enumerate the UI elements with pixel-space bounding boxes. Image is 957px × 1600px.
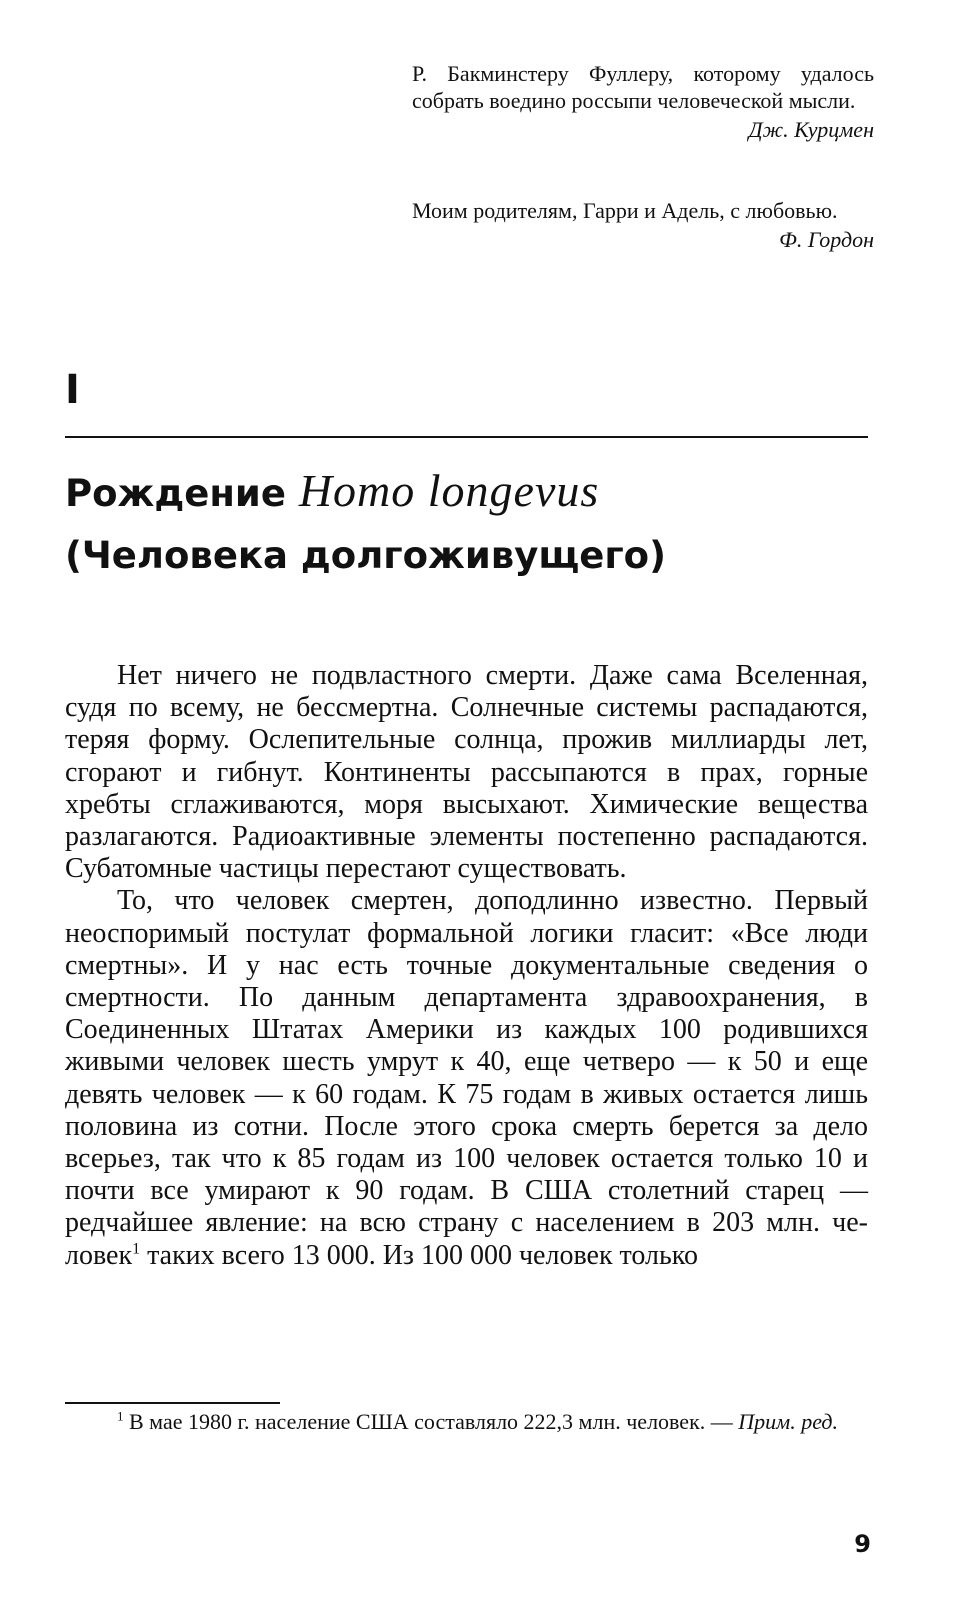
footnote-reference[interactable]: 1 xyxy=(132,1240,141,1258)
footnote-editor-note: Прим. ред. xyxy=(738,1409,839,1434)
paragraph: Нет ничего не подвластного смерти. Даже сама Вселенная, судя по всему, не бессмертна. Солнечные системы распадаются, теряя форму. Ослепительные солнца, прожив миллиарды лет, сгорают и гибнут. Континенты рассыпаются в прах, горные хребты сглаживаются, моря высыхают. Химические вещества разлагаются. Радиоактивные элементы постепенно распадаются. Субатомные частицы перестают существовать. xyxy=(65,660,868,885)
paragraph-text: таких всего 13 000. Из 100 000 человек только xyxy=(140,1239,698,1271)
dedication-signature: Дж. Курцмен xyxy=(748,117,874,142)
footnote-text: В мае 1980 г. население США составляло 222,3 млн. человек. — xyxy=(123,1409,739,1434)
dedication-signature: Ф. Гордон xyxy=(779,227,874,252)
page-number: 9 xyxy=(854,1530,871,1558)
footnote xyxy=(65,1408,868,1435)
chapter-title-latin: Homo longevus xyxy=(298,465,600,516)
footnote-mark: 1 xyxy=(117,1408,124,1424)
dedication-fuller xyxy=(412,60,874,143)
paragraph xyxy=(65,885,868,1271)
dedication-parents xyxy=(412,197,874,253)
footnote-divider xyxy=(65,1402,280,1404)
chapter-title-prefix: Рождение xyxy=(65,472,286,515)
paragraph-text: То, что человек смертен, доподлинно известно. Первый неоспоримый постулат формальной логики гласит: «Все люди смертны». И у нас есть точные документальные сведения о смертности. По данным департамента здравоохранения, в Соединенных Штатах Америки из каждых 100 родившихся живыми человек шесть умрут к 40, еще четверо — к 50 и еще девять человек — к 60 годам. К 75 годам в живых остается лишь половина из сотни. После этого срока смерть берется за дело всерьез, так что к 85 годам из 100 человек остается только 10 и почти все умирают к 90 годам. В США столетний старец — редчайшее явление: на всю страну с населением в 203 млн. человек xyxy=(65,885,868,1271)
chapter-divider xyxy=(65,436,868,438)
body-text xyxy=(65,660,868,1272)
chapter-title-subtitle: (Человека долгоживущего) xyxy=(65,534,666,577)
chapter-title xyxy=(65,460,868,587)
chapter-number: I xyxy=(65,367,80,413)
dedication-text: Р. Бакминстеру Фуллеру, которому удалось собрать воедино россыпи человеческой мысли. xyxy=(412,61,874,113)
dedication-text: Моим родителям, Гарри и Адель, с любовью. xyxy=(412,198,838,223)
